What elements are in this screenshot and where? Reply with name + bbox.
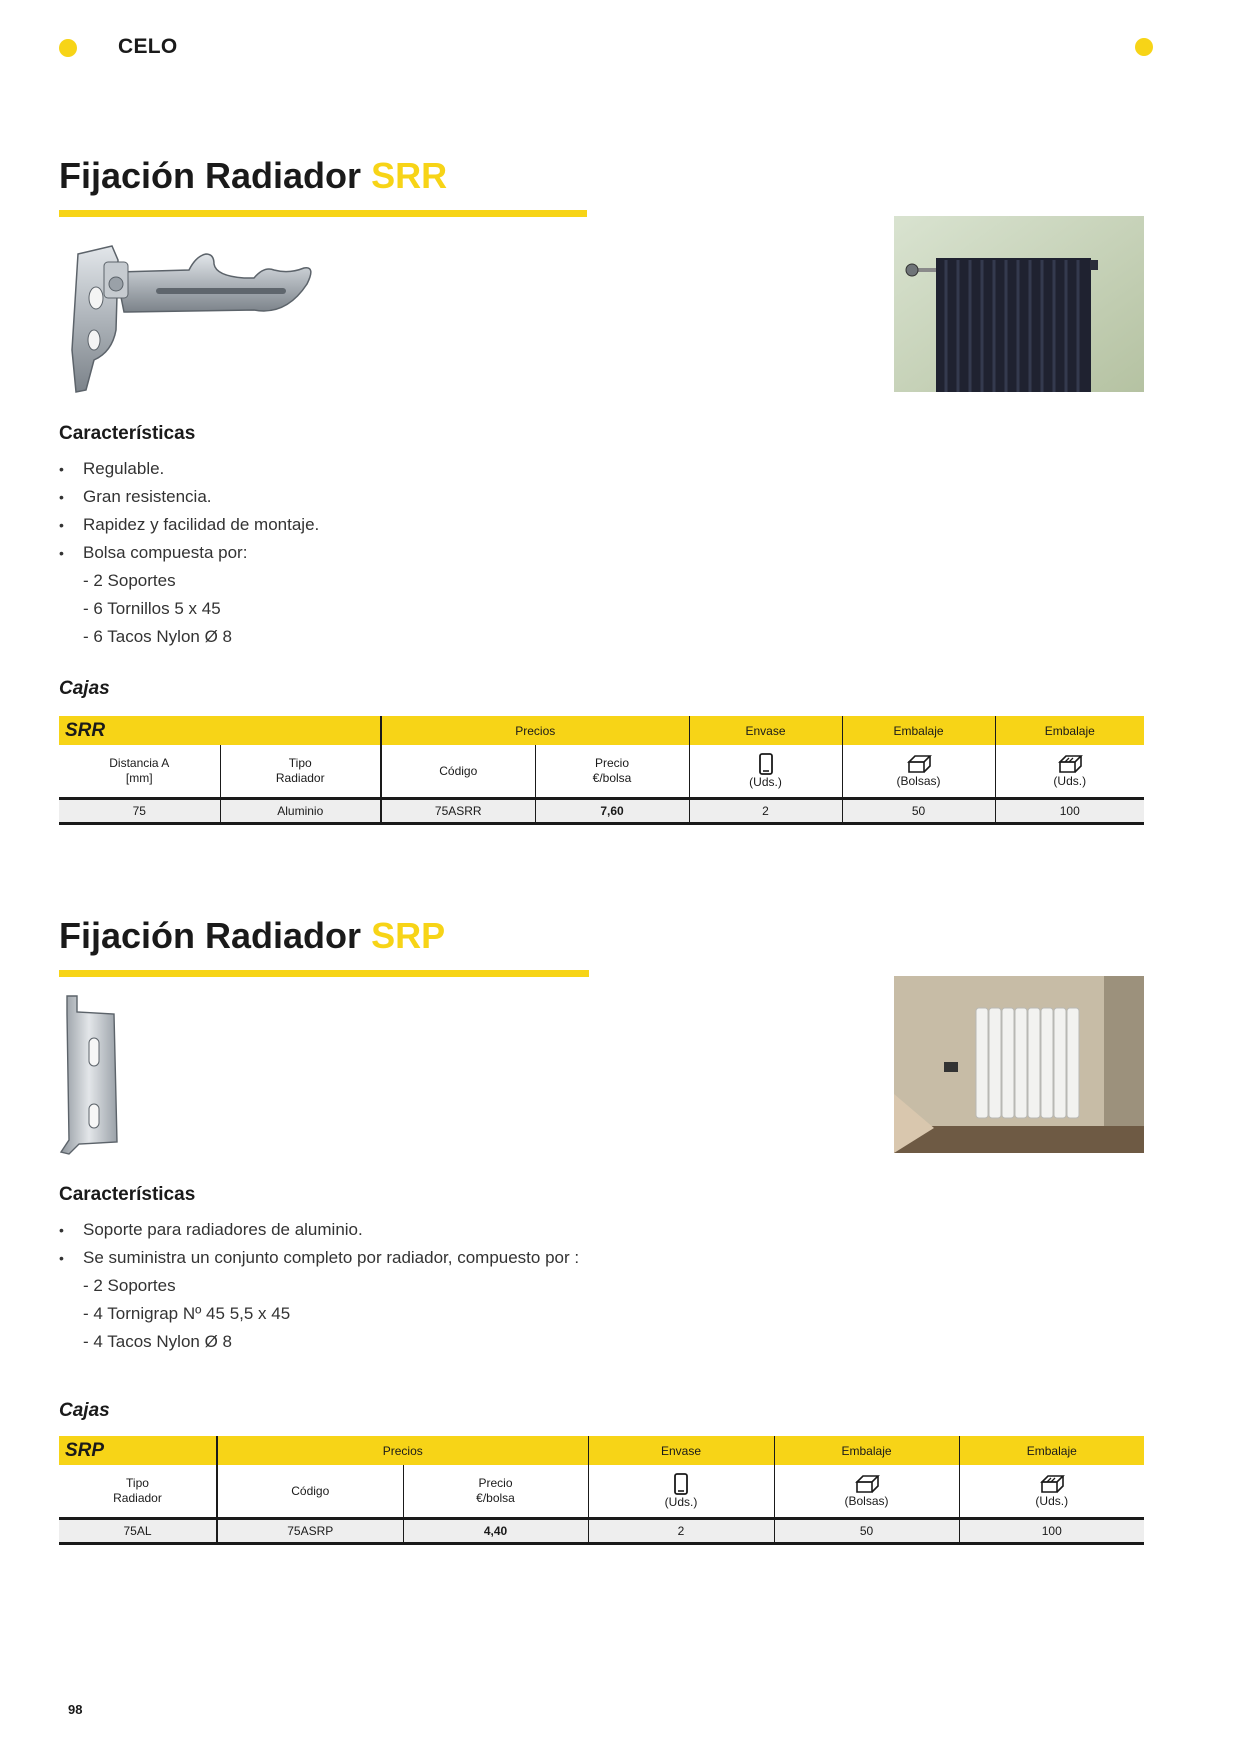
header-dot-right-icon — [1135, 38, 1153, 56]
unit-label: (Bolsas) — [896, 773, 941, 788]
col-distancia: Distancia A [mm] — [59, 745, 220, 799]
col-codigo: Código — [381, 745, 535, 799]
cell-embalaje-bolsas: 50 — [842, 799, 995, 824]
product-title-srr — [59, 155, 447, 197]
feature-item: • Soporte para radiadores de aluminio. — [59, 1216, 579, 1244]
open-box-icon — [1057, 754, 1083, 774]
group-embalaje: Embalaje — [774, 1436, 959, 1465]
cell-distancia: 75 — [59, 799, 220, 824]
cell-codigo: 75ASRR — [381, 799, 535, 824]
col-precio: Precio €/bolsa — [535, 745, 689, 799]
spec-table-srr — [59, 716, 1144, 825]
feature-item: • Bolsa compuesta por: — [59, 539, 319, 567]
spec-table-srp — [59, 1436, 1144, 1545]
cell-envase: 2 — [689, 799, 842, 824]
srr-installed-photo — [894, 216, 1144, 392]
srp-bracket-image — [59, 994, 125, 1156]
col-embalaje-uds — [995, 745, 1144, 799]
group-precios: Precios — [217, 1436, 588, 1465]
header-dot-left-icon — [59, 39, 77, 57]
sub-feature-item: - 4 Tacos Nylon Ø 8 — [83, 1332, 232, 1351]
table-group-header — [59, 716, 1144, 745]
feature-item: • Gran resistencia. — [59, 483, 319, 511]
cell-envase: 2 — [588, 1519, 774, 1544]
group-embalaje: Embalaje — [995, 716, 1144, 745]
cell-embalaje-uds: 100 — [959, 1519, 1144, 1544]
group-envase: Envase — [689, 716, 842, 745]
col-precio: Precio €/bolsa — [403, 1465, 588, 1519]
feature-item: • Se suministra un conjunto completo por radiador, compuesto por : — [59, 1244, 579, 1272]
feature-item: • Rapidez y facilidad de montaje. — [59, 511, 319, 539]
group-embalaje: Embalaje — [842, 716, 995, 745]
col-embalaje-bolsas — [774, 1465, 959, 1519]
brand-name: CELO — [118, 35, 178, 58]
unit-label: (Uds.) — [664, 1494, 698, 1509]
col-embalaje-uds — [959, 1465, 1144, 1519]
page-number: 98 — [68, 1702, 83, 1717]
table-product-name: SRR — [59, 716, 381, 745]
features-heading-srp: Características — [59, 1184, 196, 1205]
table-column-header — [59, 745, 1144, 799]
unit-label: (Uds.) — [749, 774, 782, 789]
cell-precio: 7,60 — [535, 799, 689, 824]
table-row — [59, 1519, 1144, 1544]
sub-feature-item: - 6 Tacos Nylon Ø 8 — [83, 627, 232, 646]
cell-precio: 4,40 — [403, 1519, 588, 1544]
feature-item: • Regulable. — [59, 455, 319, 483]
product-title-prefix: Fijación Radiador — [59, 155, 362, 196]
srr-bracket-image — [64, 240, 314, 395]
unit-label: (Uds.) — [1053, 773, 1087, 788]
title-underline — [59, 210, 587, 217]
box-icon — [906, 754, 932, 774]
product-title-code: SRP — [371, 915, 446, 956]
col-codigo: Código — [217, 1465, 403, 1519]
open-box-icon — [1039, 1474, 1065, 1494]
group-embalaje: Embalaje — [959, 1436, 1144, 1465]
group-envase: Envase — [588, 1436, 774, 1465]
cell-codigo: 75ASRP — [217, 1519, 403, 1544]
phone-unit-icon — [759, 753, 773, 775]
table-group-header — [59, 1436, 1144, 1465]
product-title-srp — [59, 915, 445, 957]
unit-label: (Bolsas) — [844, 1493, 889, 1508]
sub-feature-item: - 6 Tornillos 5 x 45 — [83, 599, 221, 618]
col-tipo: Tipo Radiador — [59, 1465, 217, 1519]
table-column-header — [59, 1465, 1144, 1519]
col-embalaje-bolsas — [842, 745, 995, 799]
features-list-srr — [59, 455, 319, 651]
col-envase — [588, 1465, 774, 1519]
cell-embalaje-uds: 100 — [995, 799, 1144, 824]
unit-label: (Uds.) — [1035, 1493, 1069, 1508]
col-envase — [689, 745, 842, 799]
cell-tipo: Aluminio — [220, 799, 381, 824]
col-tipo: Tipo Radiador — [220, 745, 381, 799]
phone-unit-icon — [674, 1473, 688, 1495]
sub-feature-item: - 2 Soportes — [83, 571, 176, 590]
product-title-prefix: Fijación Radiador — [59, 915, 362, 956]
product-title-code: SRR — [371, 155, 448, 196]
features-list-srp — [59, 1216, 579, 1356]
sub-feature-item: - 4 Tornigrap Nº 45 5,5 x 45 — [83, 1304, 291, 1323]
table-row — [59, 799, 1144, 824]
boxes-heading-srr: Cajas — [59, 678, 110, 699]
features-heading-srr: Características — [59, 423, 196, 444]
box-icon — [854, 1474, 880, 1494]
boxes-heading-srp: Cajas — [59, 1400, 110, 1421]
srp-installed-photo — [894, 976, 1144, 1153]
title-underline — [59, 970, 589, 977]
table-product-name: SRP — [59, 1436, 217, 1465]
group-precios: Precios — [381, 716, 689, 745]
cell-embalaje-bolsas: 50 — [774, 1519, 959, 1544]
sub-feature-item: - 2 Soportes — [83, 1276, 176, 1295]
cell-tipo: 75AL — [59, 1519, 217, 1544]
